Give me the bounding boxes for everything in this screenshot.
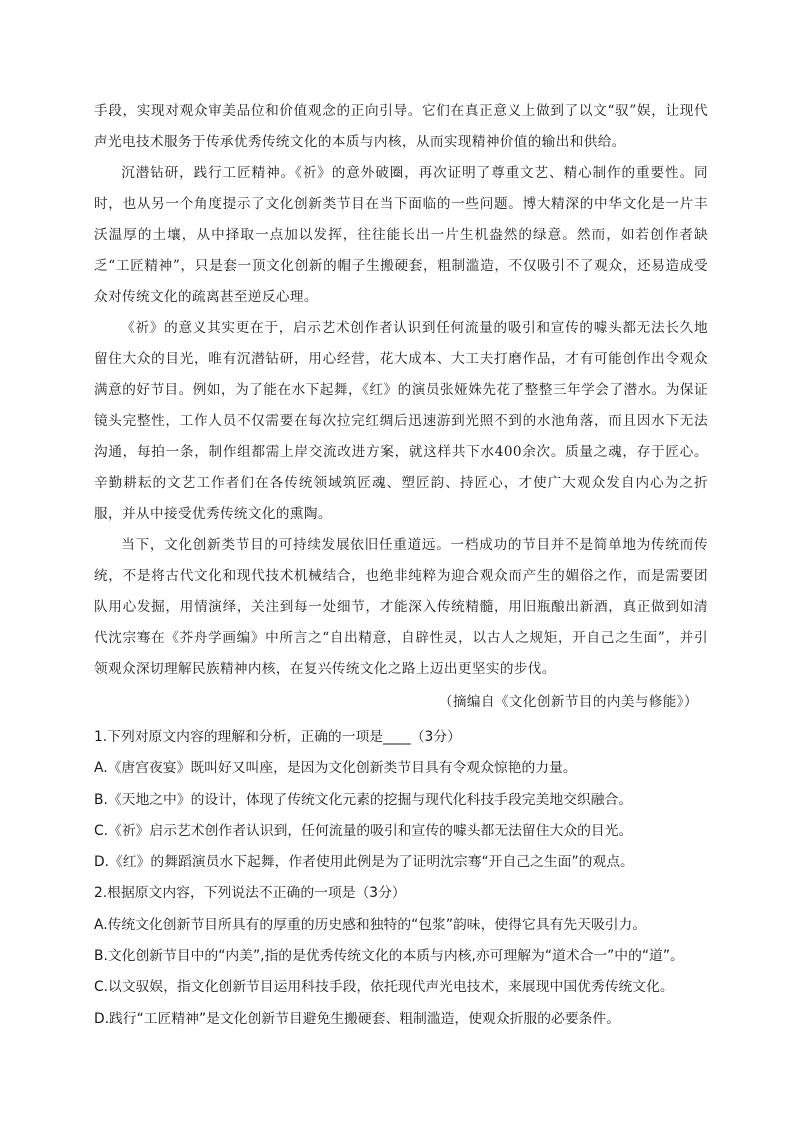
question-1-option-c: C.《祈》启示艺术创作者认识到，任何流量的吸引和宣传的噱头都无法留住大众的目光。 <box>94 822 633 839</box>
passage-paragraph-3: 《祈》的意义其实更在于，启示艺术创作者认识到任何流量的吸引和宣传的噱头都无法长久地留住大众的目光，唯有沉潜钻研，用心经营，花大成本、大工夫打磨作品，才有可能创作出令观众满意的好节目。例如，为了能在水下起舞，《红》的演员张娅姝先花了整整三年学会了潜水。为保证镜头完整性，工作人员不仅需要在每次拉完红绸后迅速游到光照不到的水池角落，而且因水下无法沟通，每拍一条，制作组都需上岸交流改进方案，就这样共下水400余次。质量之魂，存于匠心。辛勤耕耘的文艺工作者们在各传统领域筑匠魂、塑匠韵、持匠心，才使广大观众发自内心为之折服，并从中接受优秀传统文化的熏陶。 <box>94 320 708 522</box>
passage-paragraph-4: 当下，文化创新类节目的可持续发展依旧任重道远。一档成功的节目并不是简单地为传统而传统，不是将古代文化和现代技术机械结合，也绝非纯粹为迎合观众而产生的媚俗之作，而是需要团队用心发掘，用情演绎，关注到每一处细节，才能深入传统精髓，用旧瓶酿出新酒，真正做到如清代沈宗骞在《芥舟学画编》中所言之“自出精意，自辟性灵，以古人之规矩，开自己之生面”，并引领观众深切理解民族精神内核，在复兴传统文化之路上迈出更坚实的步伐。 <box>94 537 708 677</box>
question-2-stem: 2.根据原文内容，下列说法不正确的一项是（3分） <box>94 885 406 902</box>
question-1-option-a: A.《唐宫夜宴》既叫好又叫座，是因为文化创新类节目具有令观众惊艳的力量。 <box>94 760 577 777</box>
question-2-option-a: A.传统文化创新节目所具有的厚重的历史感和独特的“包浆”韵味，使得它具有先天吸引力。 <box>94 916 647 933</box>
passage-paragraph-2: 沉潜钻研，践行工匠精神。《祈》的意外破圈，再次证明了尊重文艺、精心制作的重要性。同时，也从另一个角度提示了文化创新类节目在当下面临的一些问题。博大精深的中华文化是一片丰沃温厚的土壤，从中择取一点加以发挥，往往能长出一片生机盎然的绿意。然而，如若创作者缺乏“工匠精神”，只是套一顶文化创新的帽子生搬硬套，粗制滥造，不仅吸引不了观众，还易造成受众对传统文化的疏离甚至逆反心理。 <box>94 165 708 305</box>
passage-source: （摘编自《文化创新节目的内美与修能》） <box>438 694 698 710</box>
question-1-option-d: D.《红》的舞蹈演员水下起舞，作者使用此例是为了证明沈宗骞“开自己之生面”的观点。 <box>94 854 634 871</box>
question-1-stem: 1.下列对原文内容的理解和分析，正确的一项是____（3分） <box>94 729 461 745</box>
question-2-option-b: B.文化创新节目中的“内美”,指的是优秀传统文化的本质与内核,亦可理解为“道术合一”中的“道”。 <box>94 948 684 965</box>
passage-paragraph-1: 手段，实现对观众审美品位和价值观念的正向引导。它们在真正意义上做到了以文“驭”娱，让现代声光电技术服务于传承优秀传统文化的本质与内核，从而实现精神价值的输出和供给。 <box>94 103 708 150</box>
question-1-option-b: B.《天地之中》的设计，体现了传统文化元素的挖掘与现代化科技手段完美地交织融合。 <box>94 791 633 808</box>
question-section <box>94 722 714 1035</box>
question-2-option-c: C.以文驭娱，指文化创新节目运用科技手段，依托现代声光电技术，来展现中国优秀传统文化。 <box>94 979 674 996</box>
question-2-option-d: D.践行“工匠精神”是文化创新节目避免生搬硬套、粗制滥造，使观众折服的必要条件。 <box>94 1010 620 1027</box>
reading-passage <box>94 96 708 685</box>
